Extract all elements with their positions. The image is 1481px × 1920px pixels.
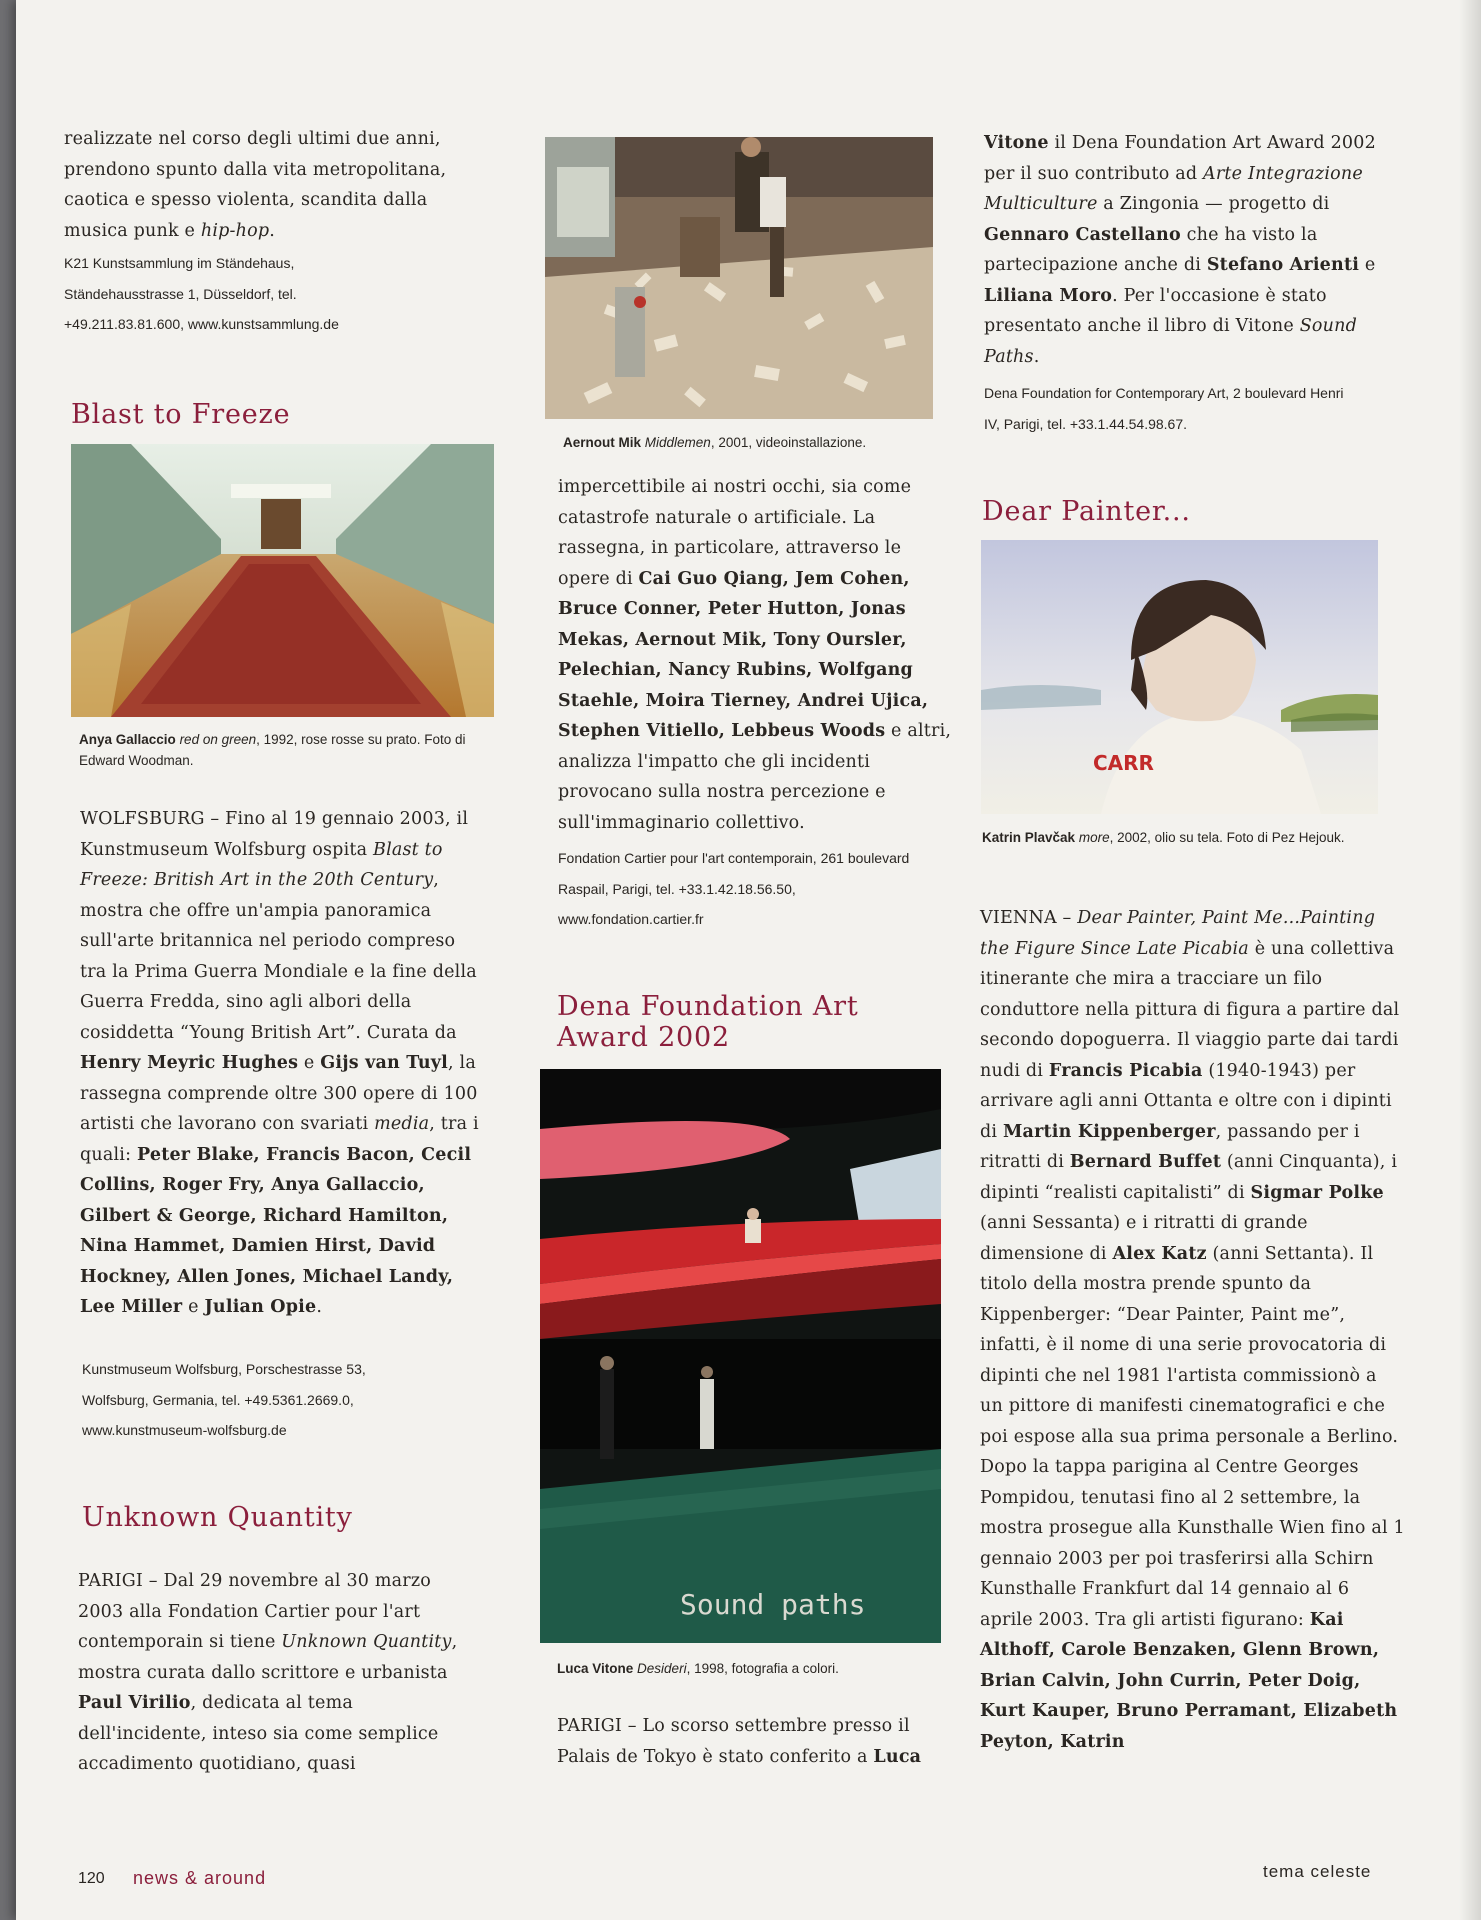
more-caption: Katrin Plavčak more, 2002, olio su tela. Foto di Pez Hejouk. (982, 830, 1345, 845)
unknown-heading: Unknown Quantity (82, 1502, 353, 1533)
dena-continuation-paragraph: Vitone il Dena Foundation Art Award 2002 per il suo contributo ad Arte Integrazione Multiculture a Zingonia — progetto di Gennaro Castellano che ha visto la partecipazione anche di Stefano Arienti e Liliana Moro. Per l'occasione è stato presentato anche il libro di Vitone Sound Paths. (984, 133, 1376, 367)
sound-paths-text: Sound paths (680, 1588, 866, 1621)
tshirt-text: CARR (1093, 751, 1154, 775)
dena-venue-info: Dena Foundation for Contemporary Art, 2 boulevard Henri IV, Parigi, tel. +33.1.44.54.98.67. (984, 385, 1344, 432)
portrait-painting-image (981, 540, 1378, 814)
magazine-name: tema celeste (1263, 1862, 1372, 1881)
blast-heading: Blast to Freeze (71, 399, 291, 430)
dena-paragraph: PARIGI – Lo scorso settembre presso il Palais de Tokyo è stato conferito a Luca (557, 1716, 922, 1767)
more-painting-photo (981, 540, 1378, 814)
dear-painter-heading: Dear Painter... (982, 496, 1191, 527)
blast-photo (71, 444, 494, 717)
magazine-page (16, 0, 1481, 1920)
section-label: news & around (133, 1868, 267, 1888)
sound-paths-image (540, 1069, 941, 1643)
dear-painter-paragraph: VIENNA – Dear Painter, Paint Me...Painting the Figure Since Late Picabia è una collettiva itinerante che mira a tracciare un filo conduttore nella pittura di figura a partire dal secondo dopoguerra. Il viaggio parte dai tardi nudi di Francis Picabia (1940-1943) per arrivare agli anni Ottanta e oltre con i dipinti di Martin Kippenberger, passando per i ritratti di Bernard Buffet (anni Cinquanta), i dipinti “realisti capitalisti” di Sigmar Polke (anni Sessanta) e i ritratti di grande dimensione di Alex Katz (anni Settanta). Il titolo della mostra prende spunto da Kippenberger: “Dear Painter, Paint me”, infatti, è il nome di una serie provocatoria di dipinti che nel 1981 l'artista commissionò a un pittore di manifesti cinematografici e che poi espose alla sua prima personale a Berlino. Dopo la tappa parigina al Centre Georges Pompidou, tenutasi fino al 2 settembre, la mostra prosegue alla Kunsthalle Wien fino al 1 gennaio 2003 per poi trasferirsi alla Schirn Kunsthalle Frankfurt dal 14 gennaio al 6 aprile 2003. Tra gli artisti figurano: Kai Althoff, Carole Benzaken, Glenn Brown, Brian Calvin, John Currin, Peter Doig, Kurt Kauper, Bruno Perramant, Elizabeth Peyton, Katrin (980, 908, 1405, 1752)
page-number: 120 (78, 1870, 105, 1887)
unknown-paragraph: PARIGI – Dal 29 novembre al 30 marzo 2003 alla Fondation Cartier pour l'art contemporain si tiene Unknown Quantity, mostra curata dallo scrittore e urbanista Paul Virilio, dedicata al tema dell'incidente, inteso sia come semplice accadimento quotidiano, quasi (78, 1571, 458, 1774)
rose-floor-image (71, 444, 494, 717)
intro-venue-info: K21 Kunstsammlung im Ständehaus, Ständehausstrasse 1, Düsseldorf, tel. +49.211.83.81.600, www.kunstsammlung.de (64, 255, 339, 332)
middlemen-photo (545, 137, 933, 419)
intro-paragraph: realizzate nel corso degli ultimi due anni, prendono spunto dalla vita metropolitana, caotica e spesso violenta, scandita dalla musica punk e hip-hop. (64, 129, 447, 241)
desideri-photo (540, 1069, 941, 1643)
unknown-venue-info: Fondation Cartier pour l'art contemporain, 261 boulevard Raspail, Parigi, tel. +33.1.42.18.56.50, www.fondation.cartier.fr (558, 850, 910, 927)
blast-venue-info: Kunstmuseum Wolfsburg, Porschestrasse 53, Wolfsburg, Germania, tel. +49.5361.2669.0, www.kunstmuseum-wolfsburg.de (82, 1361, 366, 1438)
desideri-caption: Luca Vitone Desideri, 1998, fotografia a colori. (557, 1661, 839, 1676)
paper-strewn-floor-image (545, 137, 933, 419)
blast-caption: Anya Gallaccio red on green, 1992, rose rosse su prato. Foto di Edward Woodman. (79, 732, 466, 768)
blast-paragraph: WOLFSBURG – Fino al 19 gennaio 2003, il Kunstmuseum Wolfsburg ospita Blast to Freeze: British Art in the 20th Century, mostra che offre un'ampia panoramica sull'arte britannica nel periodo compreso tra la Prima Guerra Mondiale e la fine della Guerra Fredda, sino agli albori della cosiddetta “Young British Art”. Curata da Henry Meyric Hughes e Gijs van Tuyl, la rassegna comprende oltre 300 opere di 100 artisti che lavorano con svariati media, tra i quali: Peter Blake, Francis Bacon, Cecil Collins, Roger Fry, Anya Gallaccio, Gilbert & George, Richard Hamilton, Nina Hammet, Damien Hirst, David Hockney, Allen Jones, Michael Landy, Lee Miller e Julian Opie. (80, 809, 479, 1317)
unknown-continuation-paragraph: impercettibile ai nostri occhi, sia come catastrofe naturale o artificiale. La rassegna, in particolare, attraverso le opere di Cai Guo Qiang, Jem Cohen, Bruce Conner, Peter Hutton, Jonas Mekas, Aernout Mik, Tony Oursler, Pelechian, Nancy Rubins, Wolfgang Staehle, Moira Tierney, Andrei Ujica, Stephen Vitiello, Lebbeus Woods e altri, analizza l'impatto che gli incidenti provocano sulla nostra percezione e sull'immaginario collettivo. (558, 477, 952, 833)
middlemen-caption: Aernout Mik Middlemen, 2001, videoinstallazione. (563, 435, 867, 450)
dena-heading: Dena Foundation Art Award 2002 (557, 991, 859, 1053)
page-edge-shadow (1459, 0, 1481, 1920)
